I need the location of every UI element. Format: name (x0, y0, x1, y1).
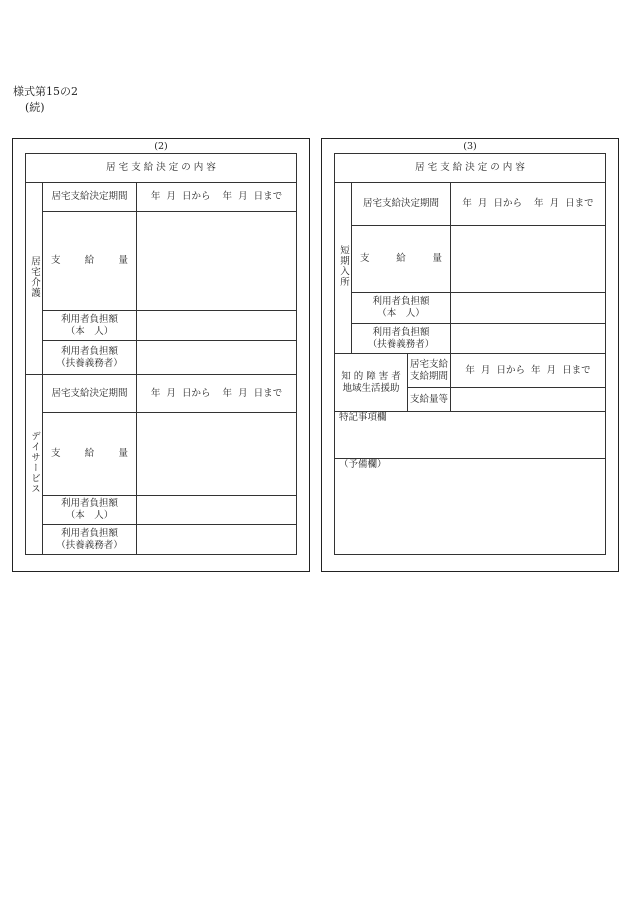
period-label: 居宅支給決定期間 (352, 183, 451, 226)
period-label: 居宅支給 支給期間 (408, 354, 451, 388)
special-notes-label: 特記事項欄 (339, 412, 387, 423)
continued-label: (続) (25, 101, 45, 114)
amount-label: 支 給 量 (43, 212, 137, 311)
category-day-service: デイサービス (26, 375, 43, 555)
burden-self-field[interactable] (137, 311, 297, 341)
period-field[interactable]: 年 月 日から 年 月 日まで (451, 354, 606, 388)
burden-self-field[interactable] (137, 496, 297, 525)
burden-self-label: 利用者負担額 （本 人） (43, 311, 137, 341)
category-home-care: 居宅介護 (26, 183, 43, 375)
amount-field[interactable] (137, 413, 297, 496)
burden-guardian-field[interactable] (137, 525, 297, 555)
section-number: (3) (463, 141, 477, 152)
category-community-living: 知 的 障 害 者 地域生活援助 (335, 354, 408, 412)
left-form-table (25, 153, 297, 555)
right-form-table (334, 153, 606, 555)
amount-field[interactable] (451, 226, 606, 293)
reserve-field[interactable] (335, 459, 606, 555)
reserve-label: （予備欄） (339, 459, 387, 470)
amount-field[interactable] (451, 388, 606, 412)
amount-label: 支 給 量 (352, 226, 451, 293)
form-number: 様式第15の2 (13, 85, 78, 98)
amount-field[interactable] (137, 212, 297, 311)
panel-2 (12, 138, 310, 572)
burden-self-label: 利用者負担額 （本 人） (43, 496, 137, 525)
period-label: 居宅支給決定期間 (43, 375, 137, 413)
form-title: 居 宅 支 給 決 定 の 内 容 (335, 154, 606, 183)
category-short-stay: 短期入所 (335, 183, 352, 354)
period-field[interactable]: 年 月 日から 年 月 日まで (137, 183, 297, 212)
amount-label: 支給量等 (408, 388, 451, 412)
section-number: (2) (154, 141, 168, 152)
period-field[interactable]: 年 月 日から 年 月 日まで (451, 183, 606, 226)
burden-self-label: 利用者負担額 （本 人） (352, 293, 451, 324)
burden-guardian-label: 利用者負担額 （扶養義務者） (43, 525, 137, 555)
period-label: 居宅支給決定期間 (43, 183, 137, 212)
burden-guardian-field[interactable] (137, 341, 297, 375)
special-notes-field[interactable] (335, 412, 606, 459)
form-title: 居 宅 支 給 決 定 の 内 容 (26, 154, 297, 183)
burden-self-field[interactable] (451, 293, 606, 324)
period-field[interactable]: 年 月 日から 年 月 日まで (137, 375, 297, 413)
burden-guardian-field[interactable] (451, 324, 606, 354)
burden-guardian-label: 利用者負担額 （扶養義務者） (43, 341, 137, 375)
panel-3 (321, 138, 619, 572)
burden-guardian-label: 利用者負担額 （扶養義務者） (352, 324, 451, 354)
amount-label: 支 給 量 (43, 413, 137, 496)
